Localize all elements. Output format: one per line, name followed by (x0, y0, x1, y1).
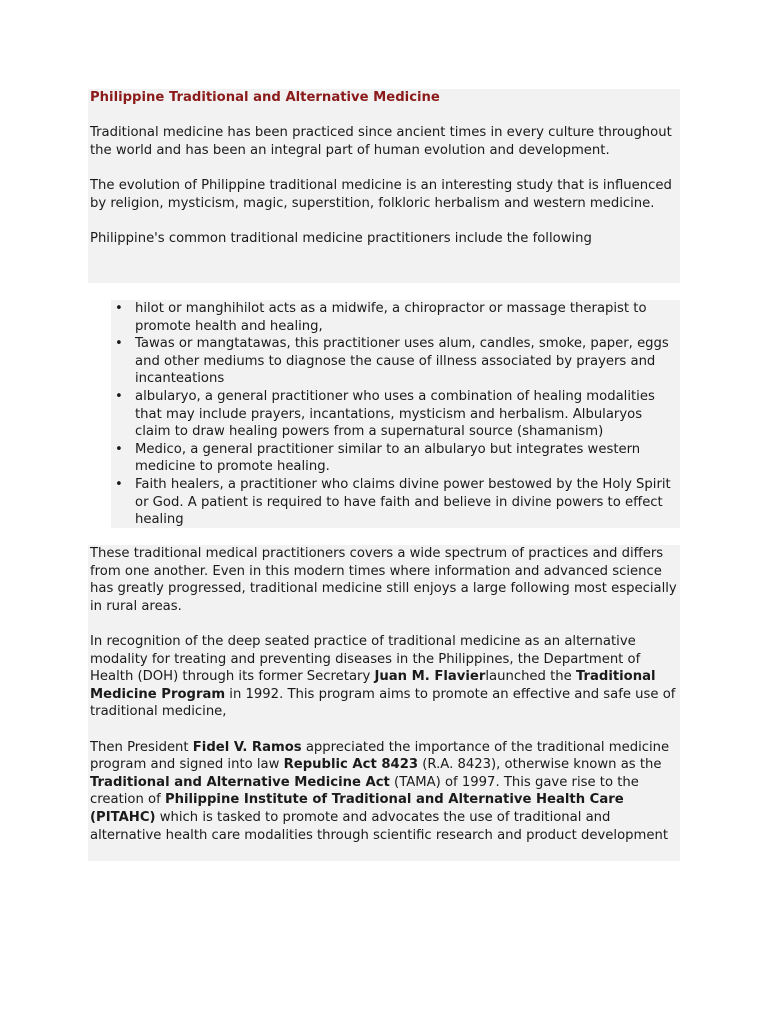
spacer (90, 107, 678, 125)
evolution-paragraph: The evolution of Philippine traditional medicine is an interesting study that is influenced by religion, mysticism, magic, superstition, folkloric herbalism and western medicine. (90, 177, 672, 211)
list-item: • albularyo, a general practitioner who uses a combination of healing modalities that may include prayers, incantations, mysticism and herbalism. Albularyos claim to draw healing powers from a supernatural source (shamanism) (135, 388, 680, 441)
program-section (88, 545, 680, 861)
list-item: • Faith healers, a practitioner who claims divine power bestowed by the Holy Spirit or God. A patient is required to have faith and believe in divine powers to effect healing (135, 476, 680, 529)
intro-section (88, 89, 680, 283)
ramos-text: (TAMA) of 1997. This gave rise to the creation of (90, 774, 639, 808)
intro-paragraph: Traditional medicine has been practiced since ancient times in every culture throughout the world and has been an integral part of human evolution and development. (90, 125, 672, 158)
republic-act-name: Republic Act 8423 (283, 757, 419, 773)
flavier-name: Juan M. Flavier (374, 669, 486, 685)
pitahc-name: Philippine Institute of Traditional and Alternative Health Care (PITAHC) (90, 792, 624, 825)
doh-text: in 1992. This program aims to promote an effective and safe use of traditional medicine, (90, 686, 676, 720)
spacer (90, 212, 678, 230)
spacer (90, 159, 678, 177)
spectrum-paragraph: These traditional medical practitioners covers a wide spectrum of practices and differs from one another. Even in this modern times where information and advanced science has greatly progressed, traditional medicine still enjoys a large following most especially in rural areas. (90, 546, 677, 614)
program-name: Traditional Medicine Program (90, 669, 656, 702)
ramos-text: appreciated the importance of the traditional medicine program and signed into law (90, 739, 670, 773)
ramos-name: Fidel V. Ramos (192, 739, 302, 755)
ramos-paragraph (90, 739, 678, 845)
practitioners-intro-paragraph: Philippine's common traditional medicine practitioners include the following (90, 230, 592, 246)
ramos-text: Then President (90, 739, 193, 755)
list-item: • Medico, a general practitioner similar to an albularyo but integrates western medicine to promote healing. (135, 441, 680, 476)
practitioners-list-section (111, 300, 680, 528)
doh-text: In recognition of the deep seated practice of traditional medicine as an alternative modality for treating and preventing diseases in the Philippines, the Department of Health (DOH) through its former Secretary (90, 633, 641, 685)
list-item: • hilot or manghihilot acts as a midwife, a chiropractor or massage therapist to promote health and healing, (135, 300, 680, 335)
tama-name: Traditional and Alternative Medicine Act (90, 774, 390, 790)
ramos-text: (R.A. 8423), otherwise known as the (418, 757, 662, 773)
spacer (90, 721, 678, 739)
practitioners-list (111, 300, 680, 529)
doh-paragraph (90, 633, 678, 721)
ramos-text: which is tasked to promote and advocates the use of traditional and alternative health care modalities through scientific research and product development (90, 809, 669, 843)
page-title: Philippine Traditional and Alternative Medicine (90, 90, 440, 105)
doh-text: launched the (485, 669, 576, 685)
spacer (90, 615, 678, 633)
list-item: • Tawas or mangtatawas, this practitioner uses alum, candles, smoke, paper, eggs and other mediums to diagnose the cause of illness associated by prayers and incanteations (135, 335, 680, 388)
